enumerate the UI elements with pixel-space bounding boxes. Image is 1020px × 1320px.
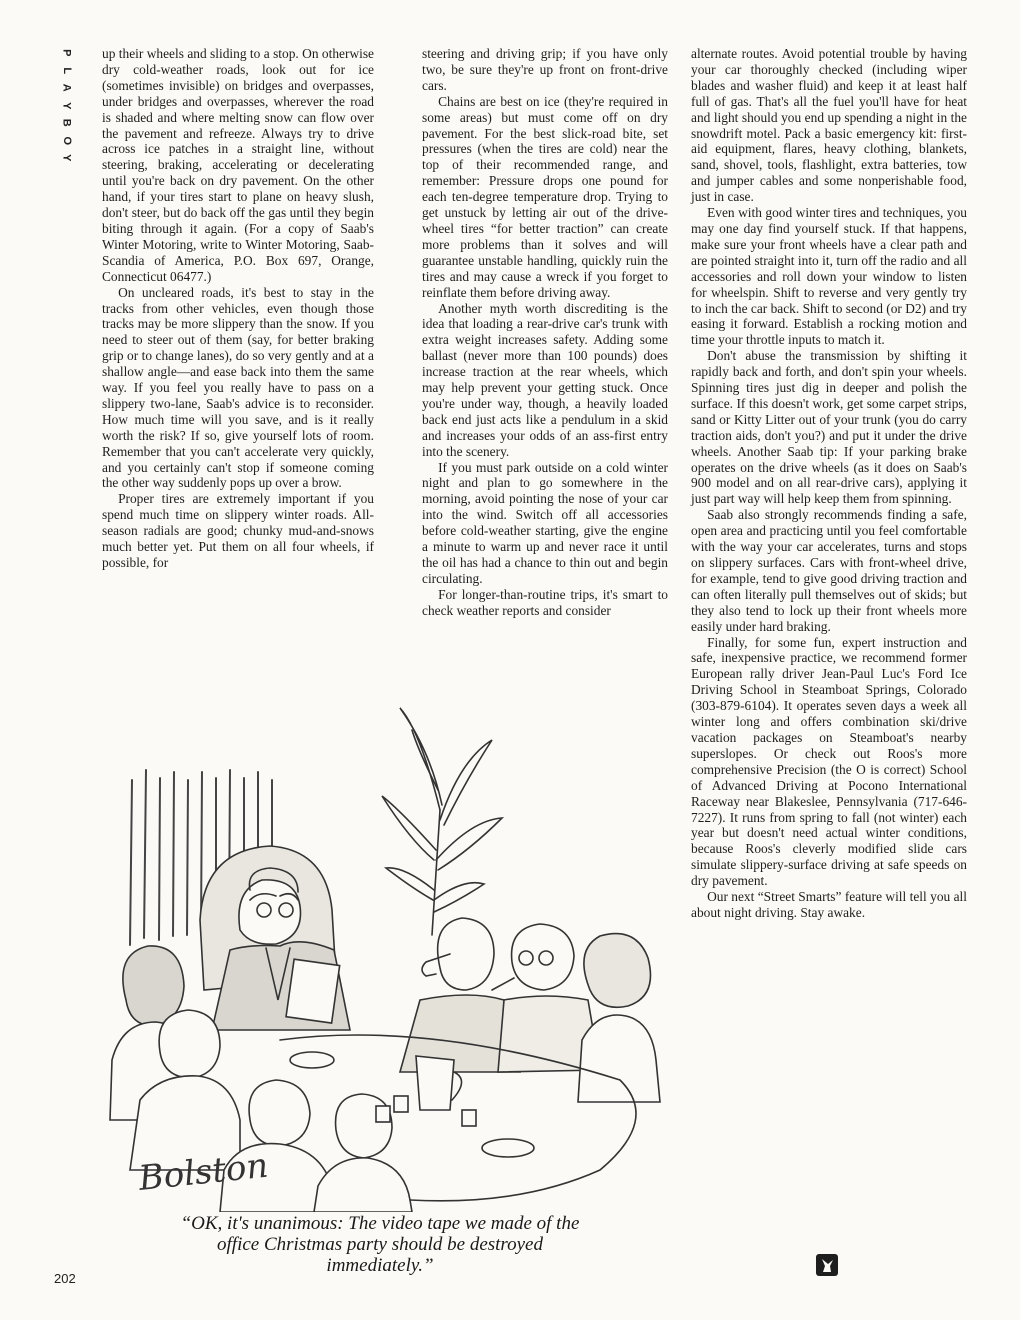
article-paragraph: Even with good winter tires and techniques, you may one day find yourself stuck. If that happens, make sure your front wheels have a clear path and are pointed straight into it, turn off the radio and all accessories and roll down your window to listen for wheelspin. Shift to reverse and very gently try to inch the car back. Shift to second (or D2) and try easing it forward. Establish a rocking motion and time your throttle inputs to match it.: [691, 205, 967, 348]
sidebar-letter: P: [60, 49, 73, 57]
cartoon-illustration: [100, 700, 668, 1212]
article-paragraph: Our next “Street Smarts” feature will tell you all about night driving. Stay awake.: [691, 889, 967, 920]
article-paragraph: up their wheels and sliding to a stop. On otherwise dry cold-weather roads, look out for ice (sometimes invisible) on bridges and overpasses, under bridges and overpasses, wherever the road is shaded and where melting snow can flow over the pavement and refreeze. Always try to drive across ice patches in a straight line, without steering, braking, accelerating or decelerating until you're back on dry pavement. On the other hand, if your tires start to plane on heavy slush, don't steer, but do back off the gas until they begin biting through it again. (For a copy of Saab's Winter Motoring, write to Winter Motoring, Saab-Scandia of America, P.O. Box 697, Orange, Connecticut 06477.): [102, 46, 374, 284]
article-paragraph: For longer-than-routine trips, it's smart to check weather reports and consider: [422, 586, 668, 618]
potted-plant: [382, 708, 502, 935]
sidebar-letter: L: [60, 66, 73, 74]
article-column-3: [691, 46, 967, 921]
article-paragraph: If you must park outside on a cold winter night and plan to go somewhere in the morning, avoid pointing the nose of your car into the wind. Switch off all accessories before cold-weather starting, give the engine a minute to warm up and never race it until the oil has had a chance to thin out and begin circulating.: [422, 459, 668, 586]
article-column-2: [422, 46, 668, 619]
article-paragraph: steering and driving grip; if you have only two, be sure they're up front on front-drive cars.: [422, 46, 668, 93]
article-paragraph: Chains are best on ice (they're required in some areas) but must come off on dry pavement. For the best slick-road bite, set pressures (when the tires are cold) near the top of their recommended range, and remember: Pressure drops one pound for each ten-degree temperature drop. Trying to get unstuck by letting air out of the drive-wheel tires “for better traction” can create more problems than it solves and will guarantee unstable handling, quickly ruin the tires and may cause a wreck if you forget to reinflate them before driving away.: [422, 93, 668, 300]
article-paragraph: On uncleared roads, it's best to stay in the tracks from other vehicles, even though those tracks may be more slippery than the snow. If you need to steer out of them (say, for better braking grip or to change lanes), do so very gently and at a shallow angle—and ease back into them the same way. If you feel you really have to pass on a slippery two-lane, Saab's advice is to reconsider. How much time will you save, and is it really worth the risk? If so, give yourself lots of room. Remember that you can't accelerate very quickly, and you certainly can't stop if someone coming the other way suddenly pops up over a brow.: [102, 284, 374, 491]
article-paragraph: Finally, for some fun, expert instruction and safe, inexpensive practice, we recommend former European rally driver Jean-Paul Luc's Ford Ice Driving School in Steamboat Springs, Colorado (303-879-6104). It operates seven days a week all winter long and offers combination ski/drive vacation packages on Steamboat's nearby superslopes. Or check out Roos's more comprehensive Precision (the O is correct) School of Advanced Driving at Pocono International Raceway near Blakeslee, Pennsylvania (717-646-7227). It runs from spring to fall (not winter) each year but doesn't need actual winter conditions, because Roos's cleverly modified slide cars simulate slippery-surface driving at safe speeds on dry pavement.: [691, 634, 967, 889]
rabbit-logo-end-mark: [816, 1254, 838, 1276]
article-column-1: [102, 46, 374, 571]
magazine-name-sidebar: [56, 44, 76, 167]
article-paragraph: Another myth worth discrediting is the idea that loading a rear-drive car's trunk with extra weight increases safety. Adding some ballast (never more than 100 pounds) does increase traction at the rear wheels, which may help prevent your getting stuck. Once you're under way, though, a heavily loaded back end just acts like a pendulum in a skid and increases your odds of an ass-first entry into the scenery.: [422, 300, 668, 459]
article-paragraph: alternate routes. Avoid potential trouble by having your car thoroughly checked (including wiper blades and washer fluid) and keep it at least half full of gas. That's all the fuel you'll have for heat and light should you end up spending a night in the snowdrift motel. Pack a basic emergency kit: first-aid equipment, flares, heavy clothing, blankets, sand, shovel, tools, flashlight, extra batteries, tow and jumper cables and some nonperishable food, just in case.: [691, 46, 967, 205]
ashtray: [482, 1139, 534, 1157]
article-paragraph: Saab also strongly recommends finding a safe, open area and practicing until you feel comfortable with the way your car accelerates, turns and stops on slippery surfaces. Cars with front-wheel drive, for example, tend to give good driving traction and can often literally pull themselves out of skids; but they also tend to lock up their front wheels more easily under hard braking.: [691, 507, 967, 634]
sidebar-letter: Y: [60, 154, 73, 162]
article-paragraph: Don't abuse the transmission by shifting it rapidly back and forth, and don't spin your wheels. Spinning tires just dig in deeper and polish the surface. If this doesn't work, get some carpet strips, sand or Kitty Litter out of your trunk (you do carry traction aids, don't you?) and put it under the drive wheels. Another Saab tip: If your parking brake operates on the drive wheels (as it does on Saab's 900 model and on all rear-drive cars), applying it just part way will help keep them from spinning.: [691, 348, 967, 507]
sidebar-letter: B: [60, 118, 73, 127]
sidebar-letter: O: [60, 135, 73, 145]
ashtray: [290, 1052, 334, 1068]
page-number: 202: [54, 1271, 76, 1286]
article-paragraph: Proper tires are extremely important if you spend much time on slippery winter roads. All-season radials are good; chunky mud-and-snows much better yet. Put them on all four wheels, if possible, for: [102, 491, 374, 570]
sidebar-letter: A: [60, 83, 73, 92]
sidebar-letter: Y: [60, 101, 73, 109]
cartoonist-signature: Bolston: [136, 1145, 271, 1199]
cartoon-caption: “OK, it's unanimous: The video tape we made of the office Christmas party should be destroyed immediately.”: [180, 1213, 580, 1276]
